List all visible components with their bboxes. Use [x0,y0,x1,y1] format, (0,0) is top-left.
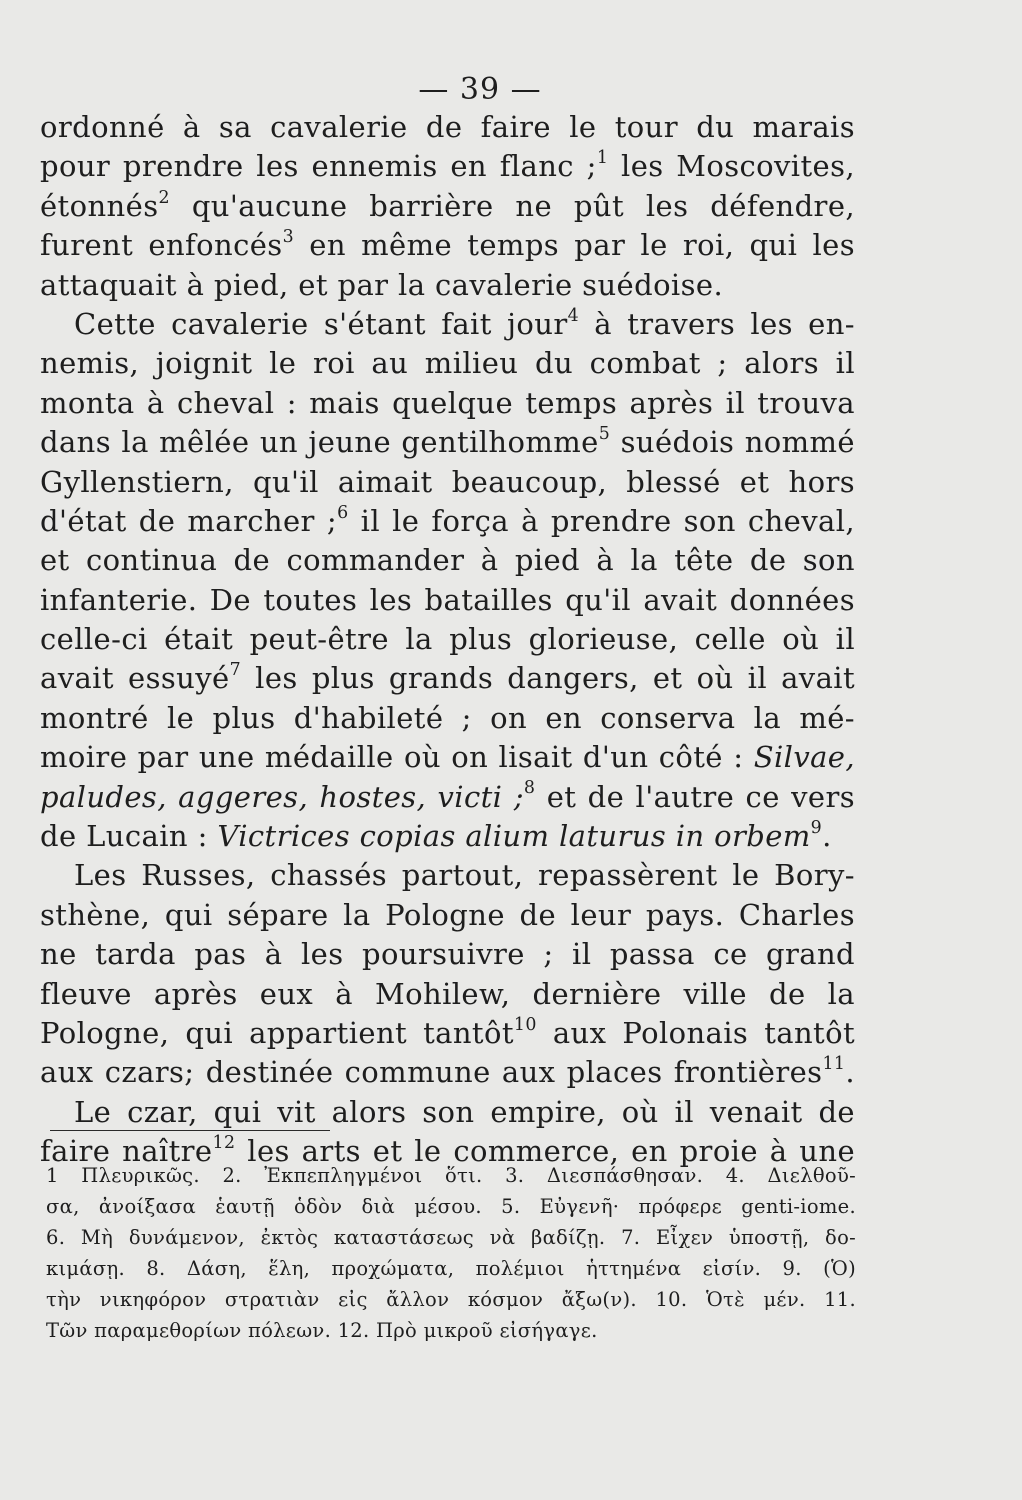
text-line: Cette cavalerie s'étant fait jour$^4$ à travers les en- [74,305,855,341]
footnote-ref: 3 [282,226,295,247]
footnote-ref: 9 [810,817,823,838]
italic-quote: paludes, aggeres, hostes, victi [40,779,503,814]
footnote-ref: 5 [598,423,611,444]
text-line: étonnés$^2$ qu'aucune barrière ne pût les défendre, [40,187,855,223]
text-line: ordonné à sa cavalerie de faire le tour du marais [40,110,855,144]
text-line: Pologne, qui appartient tantôt$^{10}$ aux Polonais tantôt [40,1014,855,1050]
text-line: Le czar, qui vit alors son empire, où il venait de [74,1094,855,1129]
text-line: nemis, joignit le roi au milieu du combat ; alors il [40,346,855,381]
text-line: pour prendre les ennemis en flanc ;$^1$ les Moscovites, [40,148,855,184]
text-line: celle-ci était peut-être la plus glorieuse, celle où il [40,622,855,657]
footnote-ref: 2 [158,187,170,208]
footnote-line: Τῶν παραμεθορίων πόλεων. 12. Πρὸ μικροῦ εἰσήγαγε. [46,1319,598,1342]
main-text [40,108,855,1172]
italic-quote: Silvae, [753,740,855,775]
text-line: ne tarda pas à les poursuivre ; il passa ce grand [40,937,855,972]
footnote-line: 1 Πλευρικῶς. 2. Ἐκπεπληγμένοι ὅτι. 3. Διεσπάσθησαν. 4. Διελθοῦ- [46,1164,856,1187]
footnote-line: 6. Μὴ δυνάμενον, ἐκτὸς καταστάσεως νὰ βαδίζῃ. 7. Εἶχεν ὑποστῇ, δο- [46,1226,856,1249]
text-line: de Lucain : Victrices copias alium laturus in orbem$^9$. [40,817,832,854]
text-line: dans la mêlée un jeune gentilhomme$^5$ suédois nommé [40,423,855,460]
footnote-ref: 10 [513,1014,537,1035]
text-line: moire par une médaille où on lisait d'un côté : Silvae, [40,740,855,775]
text-line: aux czars; destinée commune aux places frontières$^{11}$. [40,1054,855,1090]
footnote-line: τὴν νικηφόρον στρατιὰν εἰς ἄλλον κόσμον ἄξω(ν). 10. Ὁτὲ μέν. 11. [46,1288,856,1311]
text-line: sthène, qui sépare la Pologne de leur pays. Charles [40,897,855,932]
text-line: montré le plus d'habileté ; on en conserva la mé- [40,700,855,735]
text-line: et continua de commander à pied à la tête de son [40,543,855,578]
page-number: — 39 — [418,72,542,107]
text-line: paludes, aggeres, hostes, victi ;$^8$ et de l'autre ce vers [40,778,856,814]
footnote-ref: 11 [822,1054,846,1075]
text-line: Gyllenstiern, qu'il aimait beaucoup, blessé et hors [40,464,855,499]
italic-quote: Victrices copias alium laturus in orbem [217,819,811,854]
footnote-divider [50,1130,330,1131]
text-line: infanterie. De toutes les batailles qu'il avait données [40,582,855,617]
text-line: faire naître$^{12}$ les arts et le commerce, en proie à une [40,1132,856,1169]
text-line: avait essuyé$^7$ les plus grands dangers, et où il avait [40,660,856,696]
footnotes [46,1160,856,1346]
text-line: attaquait à pied, et par la cavalerie suédoise. [40,267,724,302]
footnote-ref: 7 [229,660,242,681]
text-line: monta à cheval : mais quelque temps après il trouva [40,385,855,420]
footnote-line: κιμάσῃ. 8. Δάση, ἕλη, προχώματα, πολέμιοι ἡττημένα εἰσίν. 9. (Ὁ) [46,1257,856,1280]
footnote-line: σα, ἀνοίξασα ἑαυτῇ ὁδὸν διὰ μέσου. 5. Εὐγενῆ· πρόφερε genti-iome. [46,1195,856,1218]
text-line: d'état de marcher ;$^6$ il le força à prendre son cheval, [40,502,855,538]
text-line: fleuve après eux à Mohilew, dernière ville de la [40,976,855,1011]
footnote-ref: 1 [596,148,609,169]
text-line: furent enfoncés$^3$ en même temps par le roi, qui les [40,226,855,263]
footnote-ref: 8 [523,778,536,799]
footnote-ref: 4 [567,305,580,326]
footnote-ref: 12 [212,1132,236,1153]
text-line: Les Russes, chassés partout, repassèrent le Bory- [74,858,855,893]
footnote-ref: 6 [337,502,349,523]
